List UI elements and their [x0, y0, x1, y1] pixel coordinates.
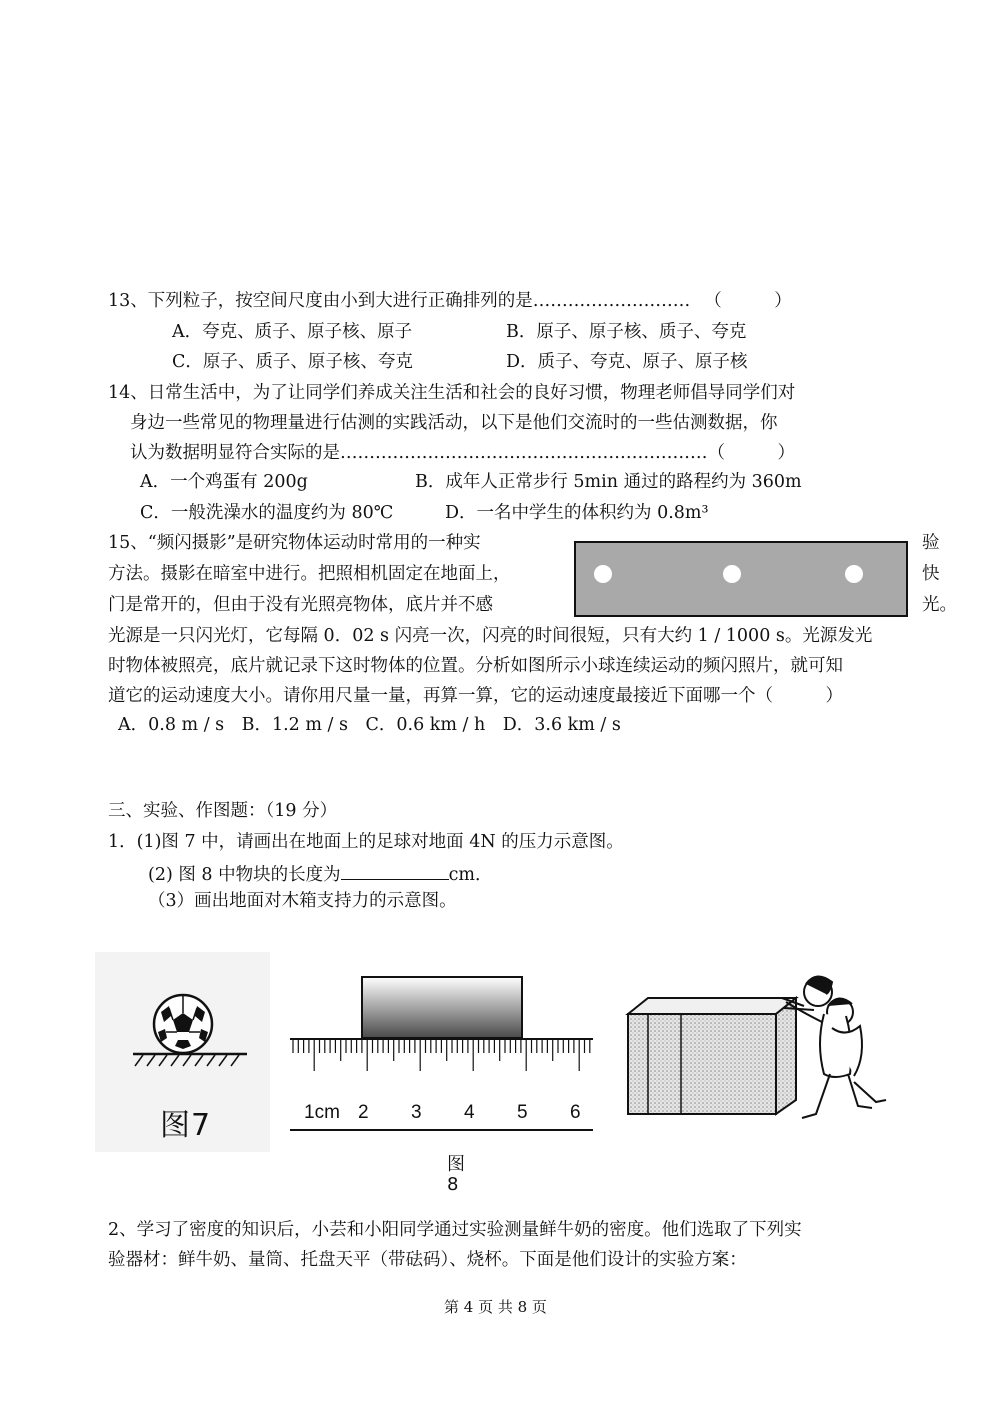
q13-answer-paren: （ ） — [704, 291, 792, 311]
q13-option-d: D．质子、夸克、原子、原子核 — [506, 352, 748, 372]
ruler-label-2: 2 — [358, 1102, 369, 1123]
q2-line1: 2、学习了密度的知识后，小芸和小阳同学通过实验测量鲜牛奶的密度。他们选取了下列实 — [108, 1220, 802, 1240]
figure-8-label-top: 图 — [447, 1154, 465, 1175]
football-icon — [154, 995, 212, 1053]
q14-option-c: C．一般洗澡水的温度约为 80℃ — [140, 503, 394, 523]
ruler-labels — [304, 1102, 581, 1123]
page-number: 第 4 页 共 8 页 — [444, 1298, 547, 1316]
wooden-crate — [628, 998, 796, 1114]
q15-line3: 门是常开的，但由于没有光照亮物体，底片并不感 — [108, 595, 493, 615]
ruler-label-4: 4 — [464, 1102, 475, 1123]
measured-block — [362, 977, 522, 1038]
q15-line2: 方法。摄影在暗室中进行。把照相机固定在地面上， — [108, 564, 511, 584]
ruler-label-3: 3 — [411, 1102, 422, 1123]
strobe-ball-2 — [723, 565, 741, 583]
q14-line3: 认为数据明显符合实际的是………………………………………………………（ ） — [130, 443, 795, 463]
figure-8-ruler — [285, 972, 600, 1137]
q15-line1-end: 验 — [922, 533, 940, 553]
answer-blank[interactable] — [341, 861, 449, 880]
q2-line2: 验器材：鲜牛奶、量筒、托盘天平（带砝码）、烧杯。下面是他们设计的实验方案： — [108, 1250, 747, 1270]
section3-heading: 三、实验、作图题：（19 分） — [108, 801, 338, 821]
q14-option-b: B．成年人正常步行 5min 通过的路程约为 360m — [415, 472, 802, 492]
q15-line2-end: 快 — [922, 564, 940, 584]
ruler-label-5: 5 — [517, 1102, 528, 1123]
ruler-label-6: 6 — [570, 1102, 581, 1123]
q15-line3-end: 光。 — [922, 595, 957, 615]
q15-line6: 道它的运动速度大小。请你用尺量一量，再算一算，它的运动速度最接近下面哪一个（ ） — [108, 686, 843, 706]
ruler-label-1cm: 1cm — [304, 1102, 340, 1123]
q15-line5: 时物体被照亮，底片就记录下这时物体的位置。分析如图所示小球连续运动的频闪照片，就可知 — [108, 656, 843, 676]
figure-7-label: 图7 — [160, 1108, 212, 1143]
strobe-ball-1 — [594, 565, 612, 583]
q14-option-d: D．一名中学生的体积约为 0.8m³ — [445, 503, 709, 523]
figure-crate-push — [618, 962, 898, 1132]
figure-8-label-bottom: 8 — [447, 1174, 459, 1195]
q13-stem: 13、下列粒子，按空间尺度由小到大进行正确排列的是……………………… （ ） — [108, 291, 792, 311]
q15-options: A．0.8 m / s B．1.2 m / s C．0.6 km / h D．3.6 km / s — [118, 715, 621, 735]
ruler-ticks — [293, 1039, 590, 1071]
strobe-photo-figure — [574, 541, 908, 617]
q13-option-b: B．原子、原子核、质子、夸克 — [506, 322, 747, 342]
q14-option-a: A．一个鸡蛋有 200g — [140, 472, 308, 492]
s3-q1-part2: (2) 图 8 中物块的长度为 cm． — [148, 861, 493, 886]
q14-line2: 身边一些常见的物理量进行估测的实践活动，以下是他们交流时的一些估测数据，你 — [130, 413, 778, 433]
q13-option-c: C．原子、质子、原子核、夸克 — [172, 352, 413, 372]
strobe-ball-3 — [845, 565, 863, 583]
q15-line1: 15、“频闪摄影”是研究物体运动时常用的一种实 — [108, 533, 481, 553]
q14-line1: 14、日常生活中，为了让同学们养成关注生活和社会的良好习惯，物理老师倡导同学们对 — [108, 383, 796, 403]
s3-q1-part1: 1．(1)图 7 中，请画出在地面上的足球对地面 4N 的压力示意图。 — [108, 832, 624, 852]
q15-line4: 光源是一只闪光灯，它每隔 0．02 s 闪亮一次，闪亮的时间很短，只有大约 1 / 1000 s。光源发光 — [108, 626, 873, 646]
s3-q1-part3: （3）画出地面对木箱支持力的示意图。 — [148, 891, 457, 911]
q13-option-a: A．夸克、质子、原子核、原子 — [172, 322, 413, 342]
